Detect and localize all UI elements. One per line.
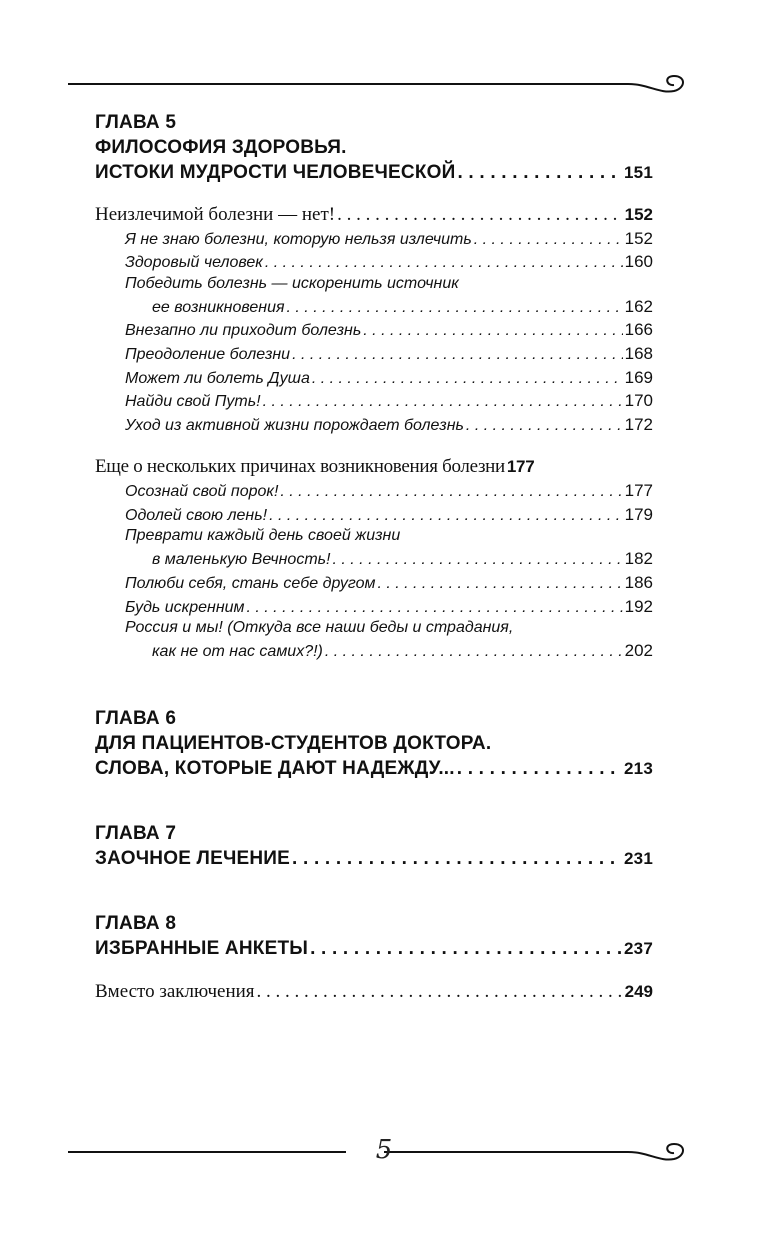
dot-leader <box>269 507 623 525</box>
page-number-ref: 231 <box>624 849 653 868</box>
subsection-title: Будь искренним <box>125 599 245 616</box>
toc-entry-subsection[interactable] <box>95 368 653 388</box>
subsection-title-line1[interactable]: Победить болезнь — искоренить источник <box>125 275 459 292</box>
subsection-title: Осознай свой порок! <box>125 483 279 500</box>
chapter-5-title-line2: ИСТОКИ МУДРОСТИ ЧЕЛОВЕЧЕСКОЙ <box>95 162 456 183</box>
page-number-ref: 170 <box>624 391 653 410</box>
dot-leader <box>466 417 623 435</box>
chapter-6-title-line1: ДЛЯ ПАЦИЕНТОВ-СТУДЕНТОВ ДОКТОРА. <box>95 733 492 754</box>
toc-entry-subsection[interactable] <box>95 641 653 661</box>
page-number-ref: 169 <box>624 368 653 387</box>
toc-entry-subsection[interactable] <box>95 549 653 569</box>
page-number-ref: 166 <box>624 320 653 339</box>
dot-leader <box>247 599 623 617</box>
chapter-5-label: ГЛАВА 5 <box>95 112 177 133</box>
page-number-ref: 151 <box>624 163 653 182</box>
dot-leader <box>363 322 622 340</box>
toc-entry-section[interactable] <box>95 456 653 478</box>
subsection-title: Найди свой Путь! <box>125 393 261 410</box>
subsection-title: Полюби себя, стань себе другом <box>125 575 376 592</box>
page-number-ref: 192 <box>624 597 653 616</box>
page-number-ref: 152 <box>624 229 653 248</box>
chapter-8-title: ИЗБРАННЫЕ АНКЕТЫ <box>95 938 309 959</box>
conclusion-title: Вместо заключения <box>95 981 255 1002</box>
subsection-title: Внезапно ли приходит болезнь <box>125 322 362 339</box>
dot-leader <box>333 551 623 569</box>
subsection-title-line2: в маленькую Вечность! <box>152 551 331 568</box>
toc-entry-subsection[interactable] <box>95 252 653 272</box>
dot-leader <box>257 981 623 1003</box>
page-number-ref: 186 <box>624 573 653 592</box>
page-number-ref: 249 <box>624 982 653 1001</box>
subsection-title: Может ли болеть Душа <box>125 370 310 387</box>
toc-entry-subsection[interactable] <box>95 415 653 435</box>
subsection-title-line2: ее возникновения <box>152 299 285 316</box>
page-number-ref: 152 <box>624 205 653 224</box>
page-number-ref: 160 <box>624 252 653 271</box>
section-title: Еще о нескольких причинах возникновения болезни <box>95 456 505 477</box>
dot-leader <box>292 848 622 870</box>
toc-entry-chapter-5[interactable] <box>95 162 653 184</box>
section-title: Неизлечимой болезни — нет! <box>95 204 336 225</box>
dot-leader <box>263 393 623 411</box>
subsection-title: Здоровый человек <box>125 254 263 271</box>
page-number-ref: 172 <box>624 415 653 434</box>
page-number-ref: 168 <box>624 344 653 363</box>
subsection-title: Преодоление болезни <box>125 346 291 363</box>
dot-leader <box>325 643 623 661</box>
chapter-5-title-line1: ФИЛОСОФИЯ ЗДОРОВЬЯ. <box>95 137 347 158</box>
toc-entry-subsection[interactable] <box>95 481 653 501</box>
toc-entry-chapter-8[interactable] <box>95 938 653 960</box>
toc-entry-chapter-6[interactable] <box>95 758 653 780</box>
page-number: 5 <box>375 1135 393 1165</box>
chapter-6-label: ГЛАВА 6 <box>95 708 177 729</box>
page-number-ref: 213 <box>624 759 653 778</box>
toc-entry-section[interactable] <box>95 204 653 226</box>
chapter-7-label: ГЛАВА 7 <box>95 823 177 844</box>
page-number-ref: 182 <box>624 549 653 568</box>
subsection-title-line1[interactable]: Россия и мы! (Откуда все наши беды и страдания, <box>125 619 514 636</box>
page-number-ref: 237 <box>624 939 653 958</box>
dot-leader <box>457 758 622 780</box>
toc-entry-conclusion[interactable] <box>95 981 653 1003</box>
dot-leader <box>265 254 623 272</box>
subsection-title-line1[interactable]: Преврати каждый день своей жизни <box>125 527 401 544</box>
dot-leader <box>287 299 623 317</box>
dot-leader <box>457 162 622 184</box>
toc-entry-subsection[interactable] <box>95 391 653 411</box>
dot-leader <box>312 370 623 388</box>
dot-leader <box>474 231 623 249</box>
toc-entry-subsection[interactable] <box>95 505 653 525</box>
toc-entry-subsection[interactable] <box>95 320 653 340</box>
toc-entry-subsection[interactable] <box>95 344 653 364</box>
page-number-ref: 177 <box>624 481 653 500</box>
chapter-8-label: ГЛАВА 8 <box>95 913 177 934</box>
toc-entry-subsection[interactable] <box>95 597 653 617</box>
dot-leader <box>280 483 622 501</box>
toc-entry-chapter-7[interactable] <box>95 848 653 870</box>
page-number-ref: 202 <box>624 641 653 660</box>
dot-leader <box>377 575 622 593</box>
dot-leader <box>310 938 622 960</box>
page-number-ref: 179 <box>624 505 653 524</box>
chapter-6-title-line2: СЛОВА, КОТОРЫЕ ДАЮТ НАДЕЖДУ... <box>95 758 455 779</box>
subsection-title: Одолей свою лень! <box>125 507 268 524</box>
toc-entry-subsection[interactable] <box>95 297 653 317</box>
toc-entry-subsection[interactable] <box>95 573 653 593</box>
subsection-title-line2: как не от нас самих?!) <box>152 643 323 660</box>
chapter-7-title: ЗАОЧНОЕ ЛЕЧЕНИЕ <box>95 848 291 869</box>
dot-leader <box>337 204 623 226</box>
dot-leader <box>292 346 623 364</box>
top-ornament-rule <box>68 64 700 104</box>
page-number-ref: 177 <box>506 457 535 476</box>
subsection-title: Я не знаю болезни, которую нельзя излечить <box>125 231 472 248</box>
page-number-ref: 162 <box>624 297 653 316</box>
subsection-title: Уход из активной жизни порождает болезнь <box>125 417 464 434</box>
toc-entry-subsection[interactable] <box>95 229 653 249</box>
